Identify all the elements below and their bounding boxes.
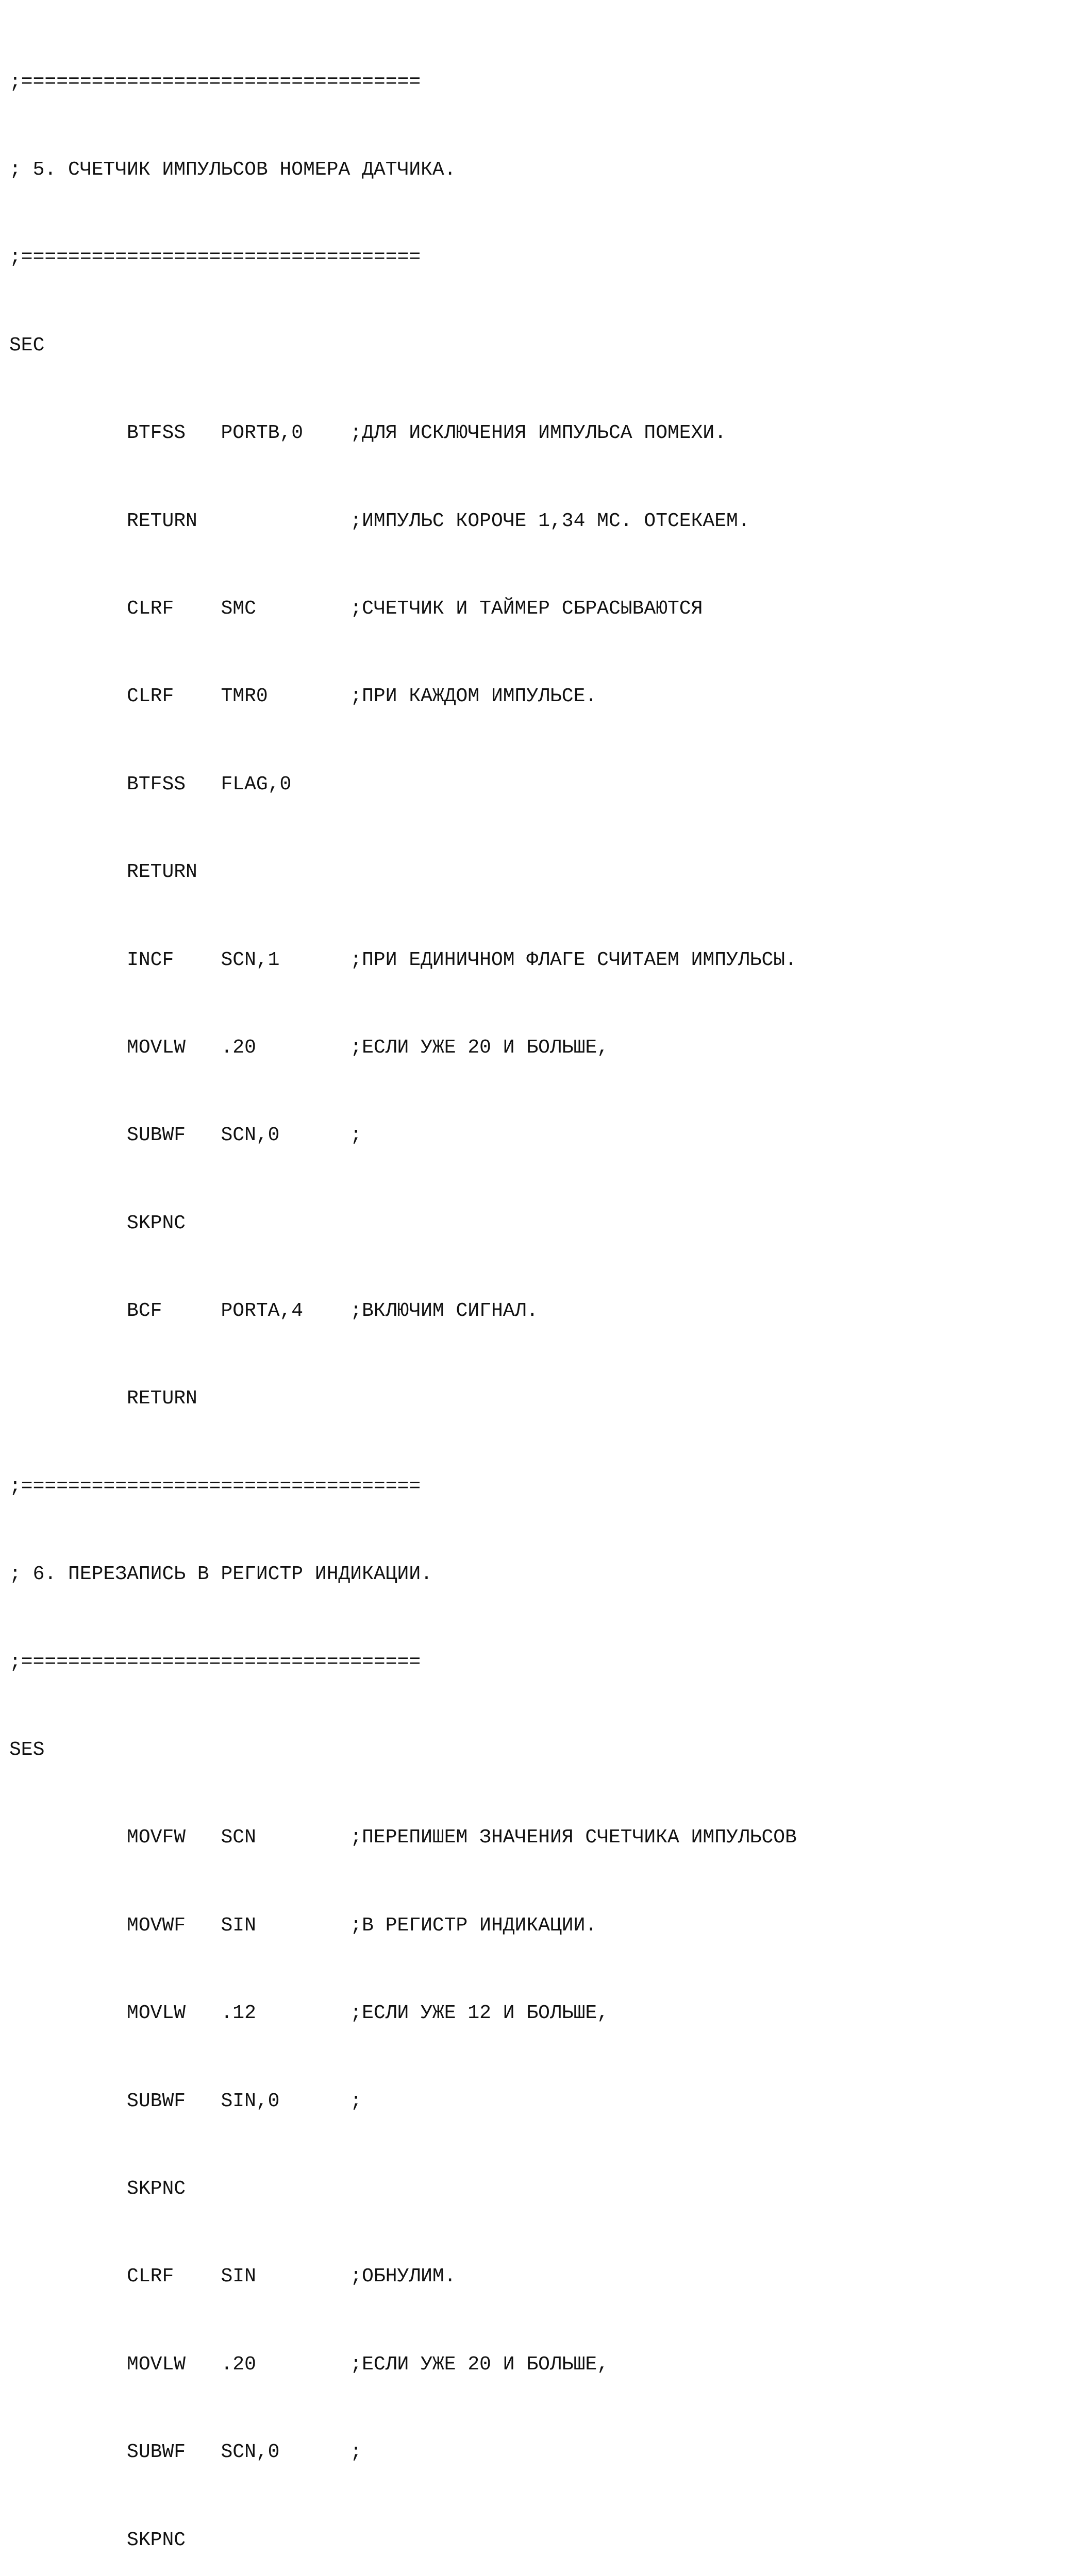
code-line: MOVLW .20 ;ЕСЛИ УЖЕ 20 И БОЛЬШЕ, bbox=[9, 2353, 609, 2376]
code-line: CLRF TMR0 ;ПРИ КАЖДОМ ИМПУЛЬСЕ. bbox=[9, 685, 597, 708]
code-line: BTFSS FLAG,0 bbox=[9, 773, 292, 795]
code-line: ;================================== bbox=[9, 1475, 421, 1498]
code-line: MOVLW .20 ;ЕСЛИ УЖЕ 20 И БОЛЬШЕ, bbox=[9, 1036, 609, 1059]
code-line: CLRF SMC ;СЧЕТЧИК И ТАЙМЕР СБРАСЫВАЮТСЯ bbox=[9, 597, 703, 620]
code-line: ;================================== bbox=[9, 246, 421, 269]
code-line: SUBWF SCN,0 ; bbox=[9, 1124, 362, 1147]
code-line: ; 5. СЧЕТЧИК ИМПУЛЬСОВ НОМЕРА ДАТЧИКА. bbox=[9, 158, 456, 181]
code-line: ; 6. ПЕРЕЗАПИСЬ В РЕГИСТР ИНДИКАЦИИ. bbox=[9, 1563, 432, 1586]
code-line: ;================================== bbox=[9, 71, 421, 93]
code-line: MOVLW .12 ;ЕСЛИ УЖЕ 12 И БОЛЬШЕ, bbox=[9, 2002, 609, 2025]
code-line: SEC bbox=[9, 334, 45, 357]
code-line: INCF SCN,1 ;ПРИ ЕДИНИЧНОМ ФЛАГЕ СЧИТАЕМ ИМПУЛЬСЫ. bbox=[9, 948, 797, 971]
code-line: SUBWF SIN,0 ; bbox=[9, 2090, 362, 2112]
code-line: MOVWF SIN ;В РЕГИСТР ИНДИКАЦИИ. bbox=[9, 1914, 597, 1937]
code-line: RETURN bbox=[9, 861, 197, 884]
code-line: CLRF SIN ;ОБНУЛИМ. bbox=[9, 2265, 456, 2288]
code-line: RETURN ;ИМПУЛЬС КОРОЧЕ 1,34 МС. ОТСЕКАЕМ. bbox=[9, 510, 750, 532]
code-line: RETURN bbox=[9, 1387, 197, 1410]
code-line: SES bbox=[9, 1739, 45, 1761]
code-line: SKPNC bbox=[9, 1212, 186, 1234]
code-line: BTFSS PORTB,0 ;ДЛЯ ИСКЛЮЧЕНИЯ ИМПУЛЬСА ПОМЕХИ. bbox=[9, 422, 727, 445]
code-line: SUBWF SCN,0 ; bbox=[9, 2441, 362, 2464]
code-line: SKPNC bbox=[9, 2529, 186, 2551]
code-line: SKPNC bbox=[9, 2177, 186, 2200]
code-line: MOVFW SCN ;ПЕРЕПИШЕМ ЗНАЧЕНИЯ СЧЕТЧИКА ИМПУЛЬСОВ bbox=[9, 1826, 797, 1849]
code-line: ;================================== bbox=[9, 1651, 421, 1673]
assembly-listing bbox=[9, 9, 832, 2576]
code-line: BCF PORTA,4 ;ВКЛЮЧИМ СИГНАЛ. bbox=[9, 1300, 539, 1323]
